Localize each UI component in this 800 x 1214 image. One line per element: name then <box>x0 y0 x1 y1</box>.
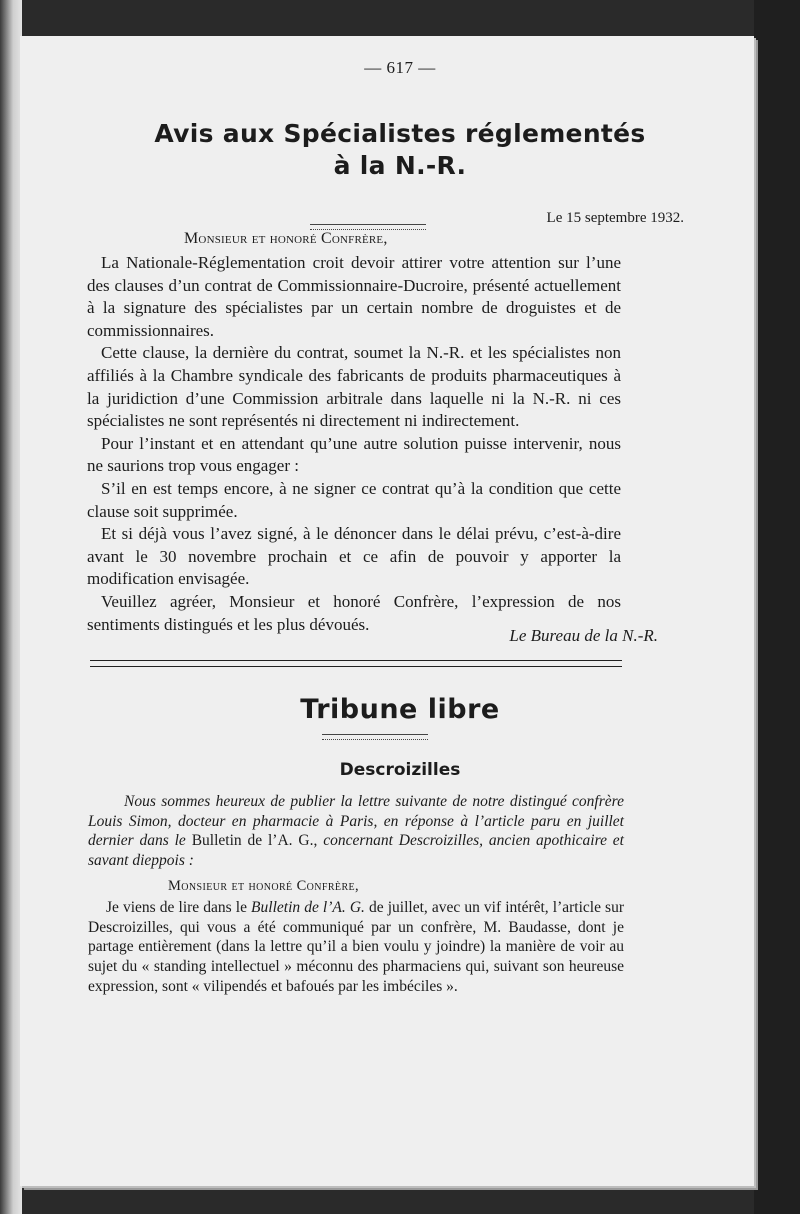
paragraph: Pour l’instant et en attendant qu’une autre solution puisse intervenir, nous ne saurions trop vous engager : <box>87 433 621 476</box>
section-title-ornament-rule <box>322 734 428 740</box>
article-title-line-2: à la N.-R. <box>333 151 467 180</box>
article-title-line-1: Avis aux Spécialistes réglementés <box>154 119 646 148</box>
second-letter-salutation: Monsieur et honoré Confrère, <box>168 878 360 894</box>
letter-body <box>87 252 621 636</box>
letter-signature: Le Bureau de la N.-R. <box>509 626 658 645</box>
article-title <box>0 118 800 182</box>
letter-salutation: Monsieur et honoré Confrère, <box>184 230 388 247</box>
paragraph: Veuillez agréer, Monsieur et honoré Confrère, l’expression de nos sentiments distingués et les plus dévoués. <box>87 591 621 634</box>
section-divider <box>90 660 622 667</box>
body-bulletin-title: Bulletin de l’A. G. <box>251 899 365 916</box>
scan-background <box>754 0 800 1214</box>
page-number: — 617 — <box>364 58 436 77</box>
intro-text-3: concernant Descroizilles, ancien apothicaire et savant dieppois : <box>88 832 624 869</box>
book-gutter <box>0 0 22 1214</box>
body-text-2: de juillet, avec un vif intérêt, l’article sur Descroizilles, qui vous a été communiqué par un confrère, M. Baudasse, dont je partage entièrement (dans la lettre qu’il a bien voulu y joindre) la manière de voir au sujet du « standing intellectuel » méconnu des pharmaciens qui, suivant son heureuse expression, sont « vilipendés et bafoués par les imbéciles ». <box>88 899 624 995</box>
letter-date: Le 15 septembre 1932. <box>546 210 684 226</box>
paragraph: La Nationale-Réglementation croit devoir attirer votre attention sur l’une des clauses d’un contrat de Commissionnaire-Ducroire, présenté actuellement à la signature des spécialistes par un certain nombre de droguistes et de commissionnaires. <box>87 253 621 340</box>
second-letter-body <box>88 898 624 997</box>
editorial-intro <box>88 792 624 870</box>
body-text-1: Je viens de lire dans le <box>106 899 252 916</box>
paragraph: Cette clause, la dernière du contrat, soumet la N.-R. et les spécialistes non affiliés à la Chambre syndicale des fabricants de produits pharmaceutiques à la juridiction d’une Commission arbitrale dans laquelle ni la N.-R. ni ces spécialistes ne sont représentés ni directement ni indirectement. <box>87 343 621 431</box>
intro-text-1: Nous sommes heureux de publier la lettre suivante de notre distingué confrère Louis Simon, docteur en pharmacie à Paris, en réponse à l’article paru en juillet dernier dans le <box>88 793 624 850</box>
paragraph: S’il en est temps encore, à ne signer ce contrat qu’à la condition que cette clause soit supprimée. <box>87 478 621 521</box>
intro-text-2: de l’A. G., <box>241 832 324 850</box>
intro-bulletin: Bulletin <box>191 832 242 850</box>
article-subtitle: Descroizilles <box>339 760 461 780</box>
section-title: Tribune libre <box>300 694 500 725</box>
paragraph: Et si déjà vous l’avez signé, à le dénoncer dans le délai prévu, c’est-à-dire avant le 30 novembre prochain et ce afin de pouvoir y apporter la modification envisagée. <box>87 524 621 589</box>
